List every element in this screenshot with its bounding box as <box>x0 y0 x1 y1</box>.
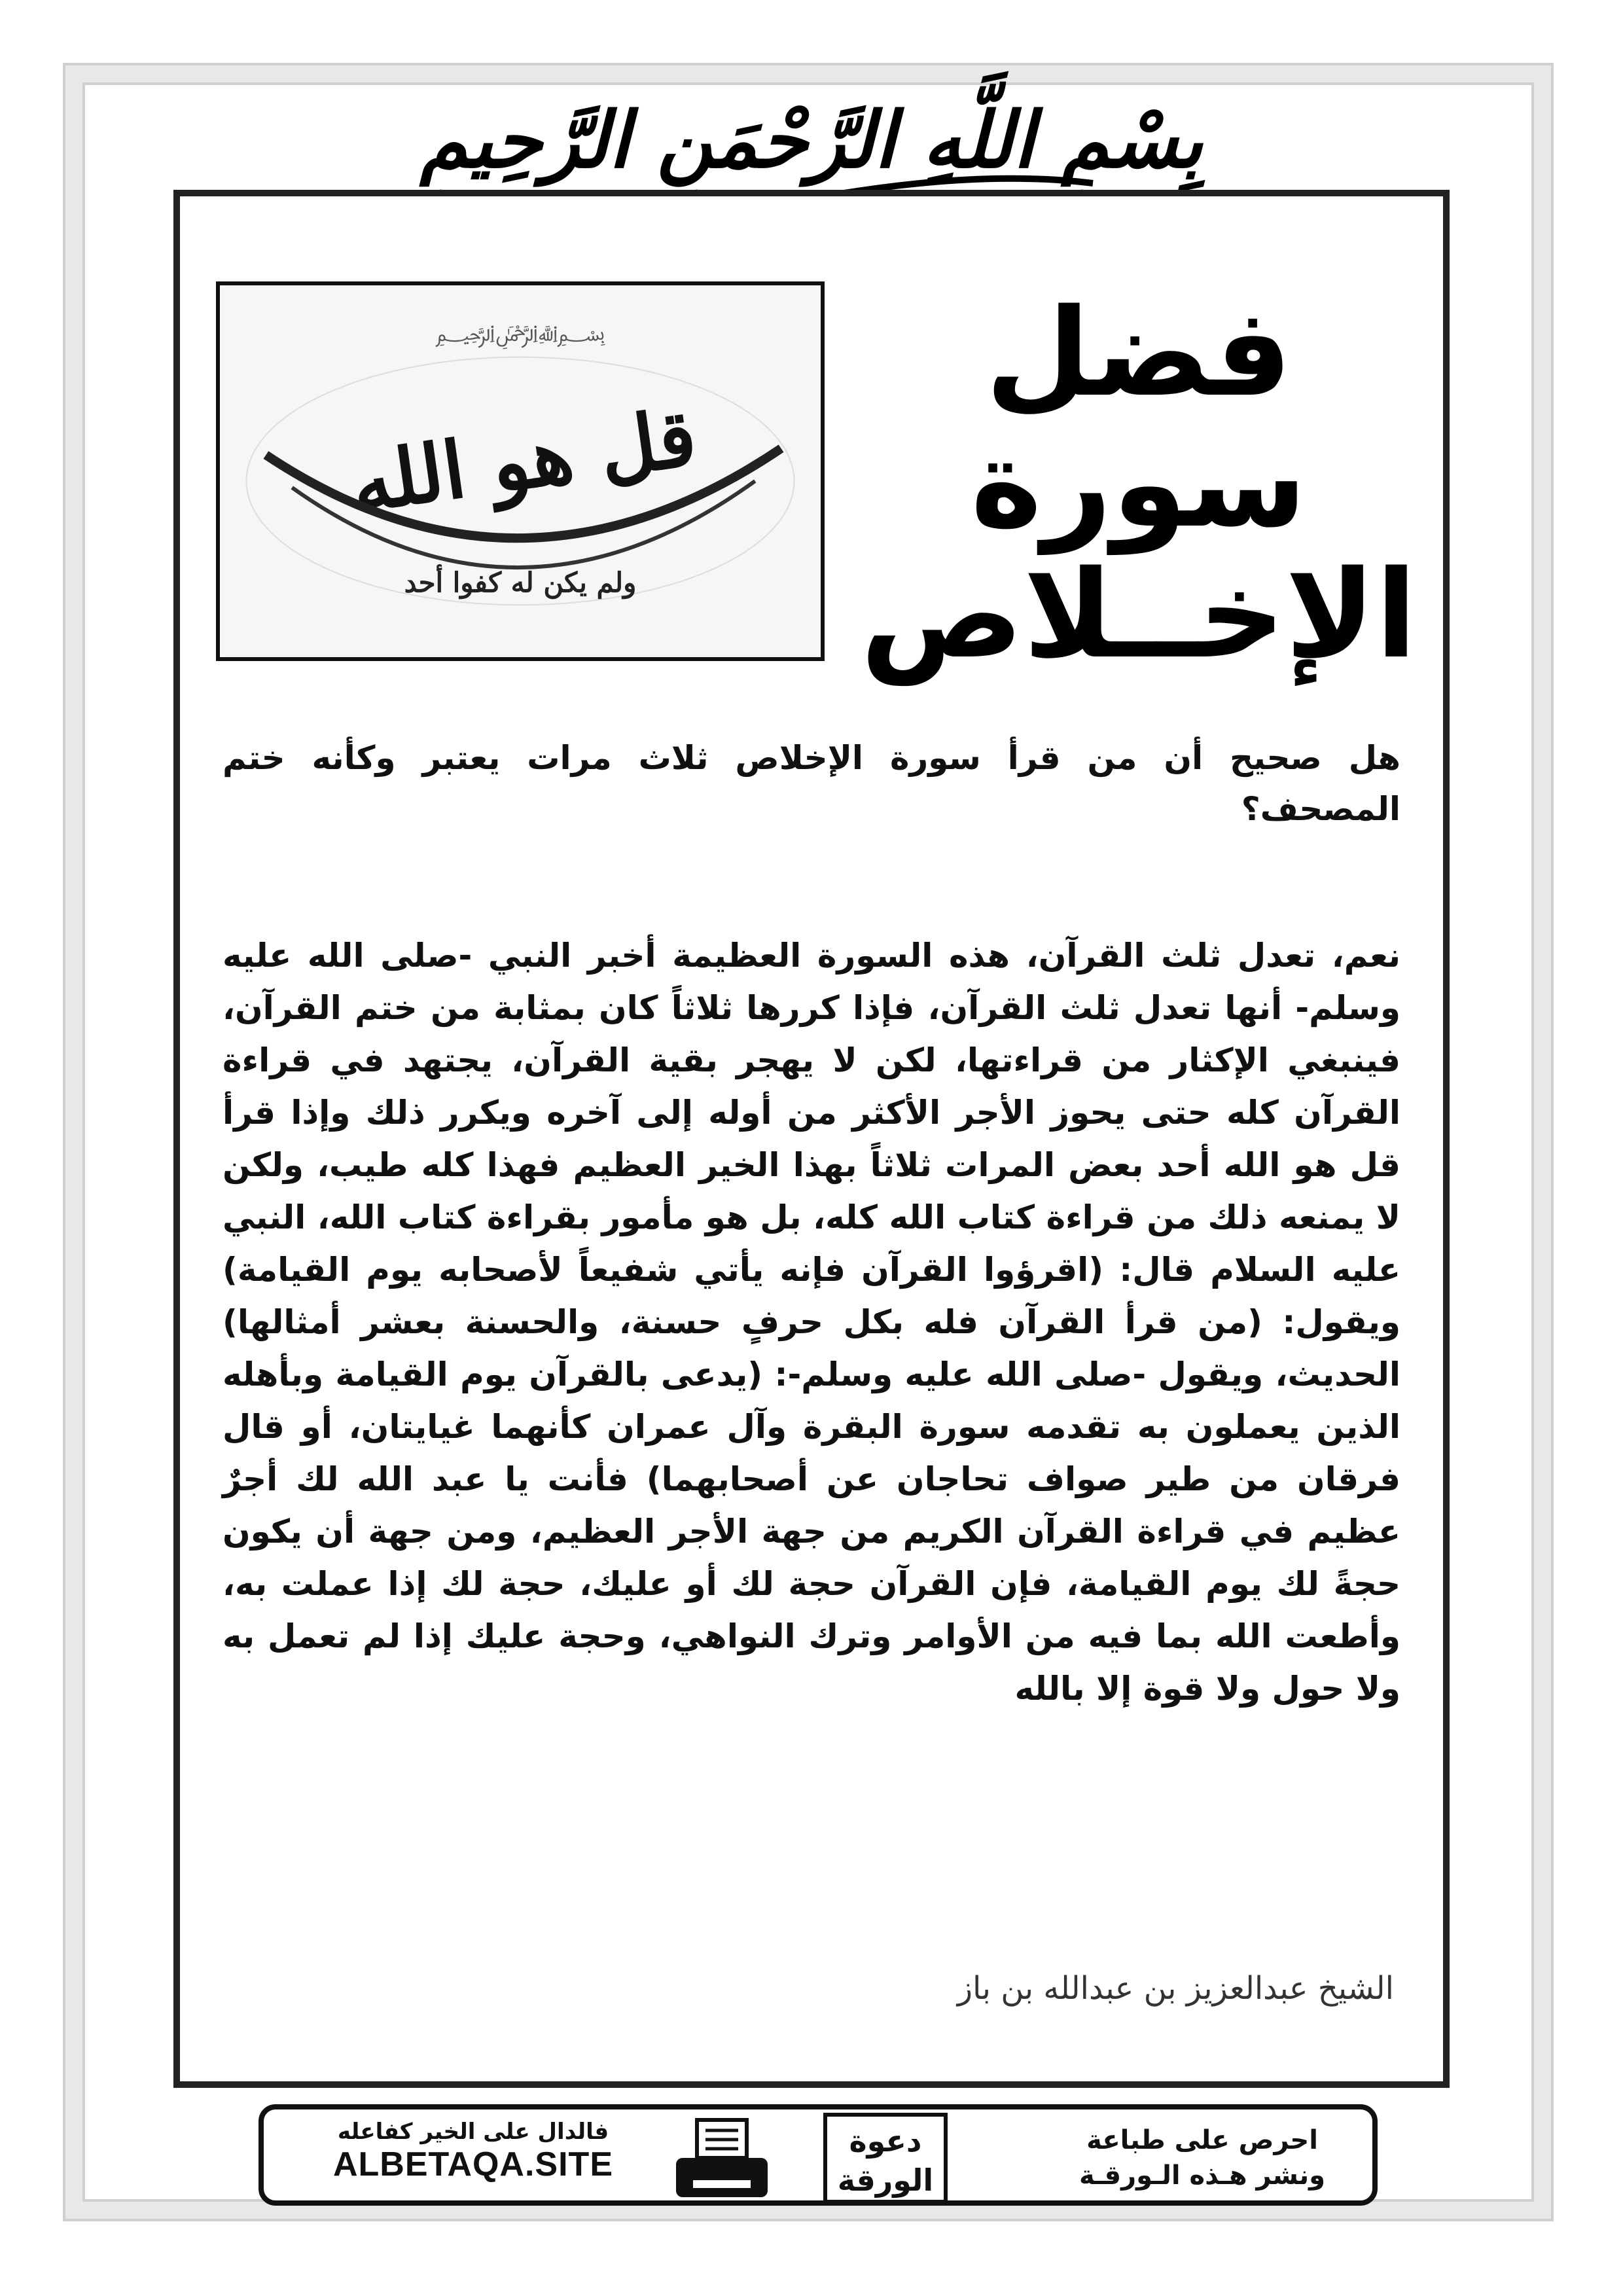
svg-text:بِسْمِ اللَّهِ الرَّحْمَنِ الر: بِسْمِ اللَّهِ الرَّحْمَنِ الرَّحِيمِ <box>419 94 1204 185</box>
question-text: هل صحيح أن من قرأ سورة الإخلاص ثلاث مرات يعتبر وكأنه ختم المصحف؟ <box>223 739 1400 828</box>
svg-text:﷽: ﷽ <box>435 320 606 346</box>
title-line-2: الإخــلاص <box>860 543 1418 685</box>
footer-banner <box>259 2104 1378 2206</box>
answer-text: نعم، تعدل ثلث القرآن، هذه السورة العظيمة أخبر النبي -صلى الله عليه وسلم- أنها تعدل ثلث القرآن، فإذا كررها ثلاثاً كان بمثابة من ختم القرآن، فينبغي الإكثار من قراءتها، لكن لا يهجر بقية القرآن، يجتهد في قراءة القرآن كله حتى يحوز الأجر الأكثر من أوله إلى آخره ويكرر ذلك وإذا قرأ قل هو الله أحد بعض المرات ثلاثاً بهذا الخير العظيم فهذا كله طيب، ولكن لا يمنعه ذلك من قراءة كتاب الله كله، بل هو مأمور بقراءة كتاب الله، النبي عليه السلام قال: (اقرؤوا القرآن فإنه يأتي شفيعاً لأصحابه يوم القيامة) ويقول: (من قرأ القرآن فله بكل حرفٍ حسنة، والحسنة بعشر أمثالها) الحديث، ويقول -صلى الله عليه وسلم-: (يدعى بالقرآن يوم القيامة وبأهله الذين يعملون به تقدمه سورة البقرة وآل عمران كأنهما غيايتان، أو قال فرقان من طير صواف تحاجان عن أصحابهما) فأنت يا عبد الله لك أجرٌ عظيم في قراءة القرآن الكريم من جهة الأجر العظيم، ومن جهة أن يكون حجةً لك يوم القيامة، فإن القرآن حجة لك أو عليك، حجة لك إذا عملت به، وأطعت الله بما فيه من الأوامر وترك النواهي، وحجة عليك إذا لم تعمل به ولا حول ولا قوة إلا بالله <box>223 937 1400 1708</box>
ikhlas-calligraphy-art <box>220 285 821 657</box>
dawah-logo-icon <box>820 2111 951 2206</box>
footer-print-note <box>1065 2123 1340 2193</box>
page-title <box>851 282 1427 685</box>
footer-note-line-2: ونشر هـذه الـورقـة <box>1079 2161 1326 2191</box>
footer-note-line-1: احرص على طباعة <box>1086 2125 1318 2155</box>
calligraphy-image <box>216 281 825 661</box>
author-signature: الشيخ عبدالعزيز بن عبدالله بن باز <box>957 1970 1394 2007</box>
svg-text:قل هو الله: قل هو الله <box>346 391 702 531</box>
footer-slogan: فالدال على الخير كفاعله <box>337 2119 609 2145</box>
svg-text:الورقة: الورقة <box>837 2162 934 2198</box>
svg-text:ولم يكن له كفوا أحد: ولم يكن له كفوا أحد <box>404 566 637 599</box>
svg-text:دعوة: دعوة <box>849 2123 922 2159</box>
footer-site-link[interactable]: ALBETAQA.SITE <box>332 2145 614 2183</box>
footer-site-block <box>303 2119 643 2184</box>
title-line-1: فضل سورة <box>971 282 1307 554</box>
printer-icon <box>669 2115 774 2203</box>
